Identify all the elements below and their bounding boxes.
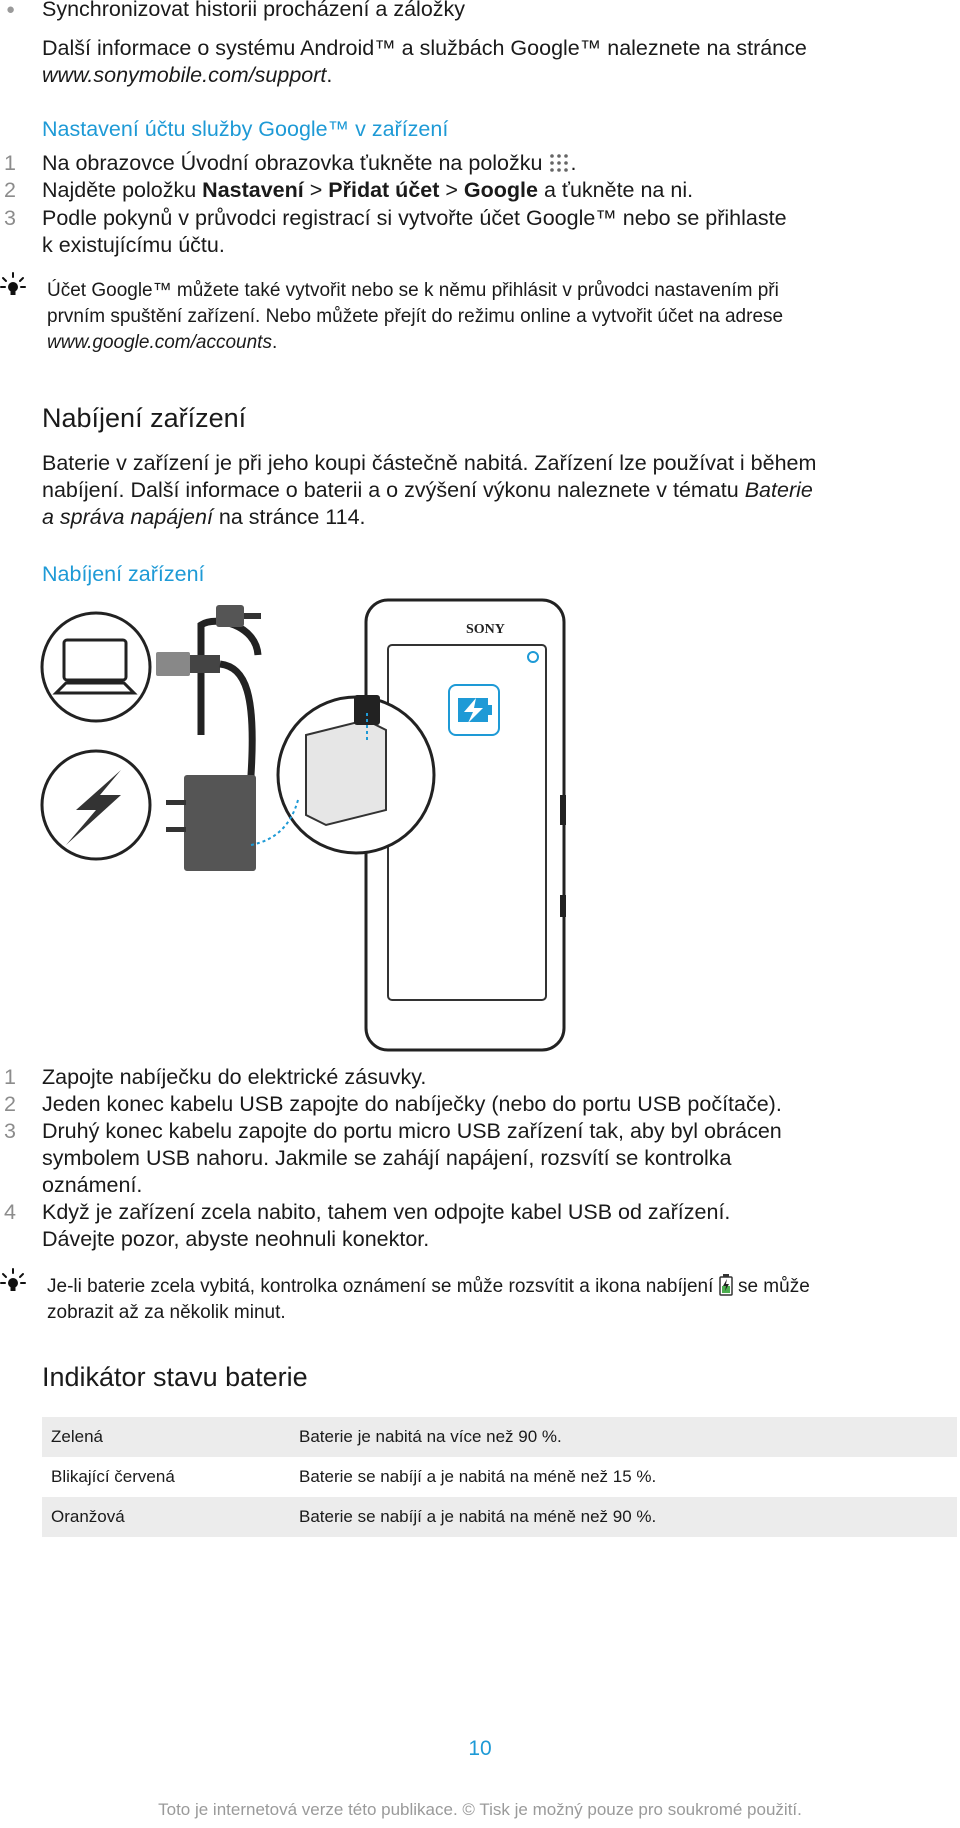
step-number: 4 xyxy=(4,1200,16,1224)
google-setup-heading: Nastavení účtu služby Google™ v zařízení xyxy=(42,117,449,141)
status-color: Blikající červená xyxy=(51,1467,175,1486)
footer-notice: Toto je internetová verze této publikace. © Tisk je možný pouze pro soukromé použití. xyxy=(158,1800,802,1819)
google-step-2: Najděte položku Nastavení > Přidat účet > Google a ťukněte na ni. xyxy=(42,178,694,202)
micro-usb-plug xyxy=(216,605,244,627)
sonymobile-support-link[interactable]: www.sonymobile.com/support xyxy=(42,63,327,87)
step-number: 2 xyxy=(4,178,16,202)
google-label: Google xyxy=(463,178,538,202)
add-account-label: Přidat účet xyxy=(328,178,440,202)
status-description: Baterie se nabíjí a je nabitá na méně než 90 %. xyxy=(299,1507,657,1526)
charging-section-title: Nabíjení zařízení xyxy=(42,403,247,433)
status-color: Oranžová xyxy=(51,1507,125,1526)
charge-step-4: Když je zařízení zcela nabito, tahem ven odpojte kabel USB od zařízení. Dávejte pozor, abyste neohnuli konektor. xyxy=(42,1200,731,1251)
battery-status-title: Indikátor stavu baterie xyxy=(42,1362,308,1392)
charging-illustration xyxy=(36,595,596,1055)
laptop-icon xyxy=(64,640,126,680)
battery-topic-link-cont[interactable]: a správa napájení xyxy=(42,505,213,529)
charge-step-2: Jeden konec kabelu USB zapojte do nabíječky (nebo do portu USB počítače). xyxy=(42,1092,782,1116)
bullet-text: Synchronizovat historii procházení a záložky xyxy=(42,0,466,21)
wall-charger xyxy=(184,775,256,871)
status-color: Zelená xyxy=(51,1427,103,1446)
battery-empty-tip: Je-li baterie zcela vybitá, kontrolka oznámení se může rozsvítit a ikona nabíjení se může zobrazit až za několik minut. xyxy=(47,1276,810,1323)
battery-topic-link[interactable]: Baterie xyxy=(744,478,813,502)
charge-step-1: Zapojte nabíječku do elektrické zásuvky. xyxy=(42,1065,427,1089)
step-number: 3 xyxy=(4,206,16,230)
battery-charging-icon xyxy=(719,1274,733,1296)
charge-step-3: Druhý konec kabelu zapojte do portu micro USB zařízení tak, aby byl obrácen symbolem USB nahoru. Jakmile se zahájí napájení, rozsvítí se kontrolka oznámení. xyxy=(42,1119,782,1197)
status-description: Baterie je nabitá na více než 90 %. xyxy=(299,1427,562,1446)
step-number: 2 xyxy=(4,1092,16,1116)
table-row xyxy=(42,1457,957,1497)
table-row xyxy=(42,1497,957,1537)
bullet-item xyxy=(6,0,15,23)
apps-grid-icon xyxy=(548,153,570,173)
lightbulb-tip-icon xyxy=(0,1268,26,1294)
lightbulb-tip-icon xyxy=(0,272,26,298)
table-row xyxy=(42,1417,957,1457)
google-account-tip: Účet Google™ můžete také vytvořit nebo se k němu přihlásit v průvodci nastavením při prvním spuštění zařízení. Nebo můžete přejít do režimu online a vytvořit účet na adrese www.google.com/accounts. xyxy=(47,280,784,353)
usb-a-plug xyxy=(156,652,190,676)
google-step-3: Podle pokynů v průvodci registrací si vytvořte účet Google™ nebo se přihlaste k existujícímu účtu. xyxy=(42,206,787,257)
step-number: 1 xyxy=(4,151,16,175)
google-accounts-link[interactable]: www.google.com/accounts xyxy=(47,332,272,353)
page-number: 10 xyxy=(468,1737,492,1760)
status-description: Baterie se nabíjí a je nabitá na méně než 15 %. xyxy=(299,1467,657,1486)
settings-menu-label: Nastavení xyxy=(202,178,304,202)
step-number: 1 xyxy=(4,1065,16,1089)
info-link-line: www.sonymobile.com/support. xyxy=(42,63,333,87)
sony-logo: SONY xyxy=(466,622,505,637)
bullet-dot: ● xyxy=(6,1,16,18)
google-step-1: Na obrazovce Úvodní obrazovka ťukněte na položku . xyxy=(42,151,577,175)
charging-subheading: Nabíjení zařízení xyxy=(42,562,205,586)
step-number: 3 xyxy=(4,1119,16,1143)
info-line: Další informace o systému Android™ a službách Google™ naleznete na stránce xyxy=(42,36,807,60)
charging-paragraph: Baterie v zařízení je při jeho koupi částečně nabitá. Zařízení lze používat i během nabíjení. Další informace o baterii a o zvýšení výkonu naleznete v tématu Baterie a správa napájení na stránce 114. xyxy=(42,451,817,529)
